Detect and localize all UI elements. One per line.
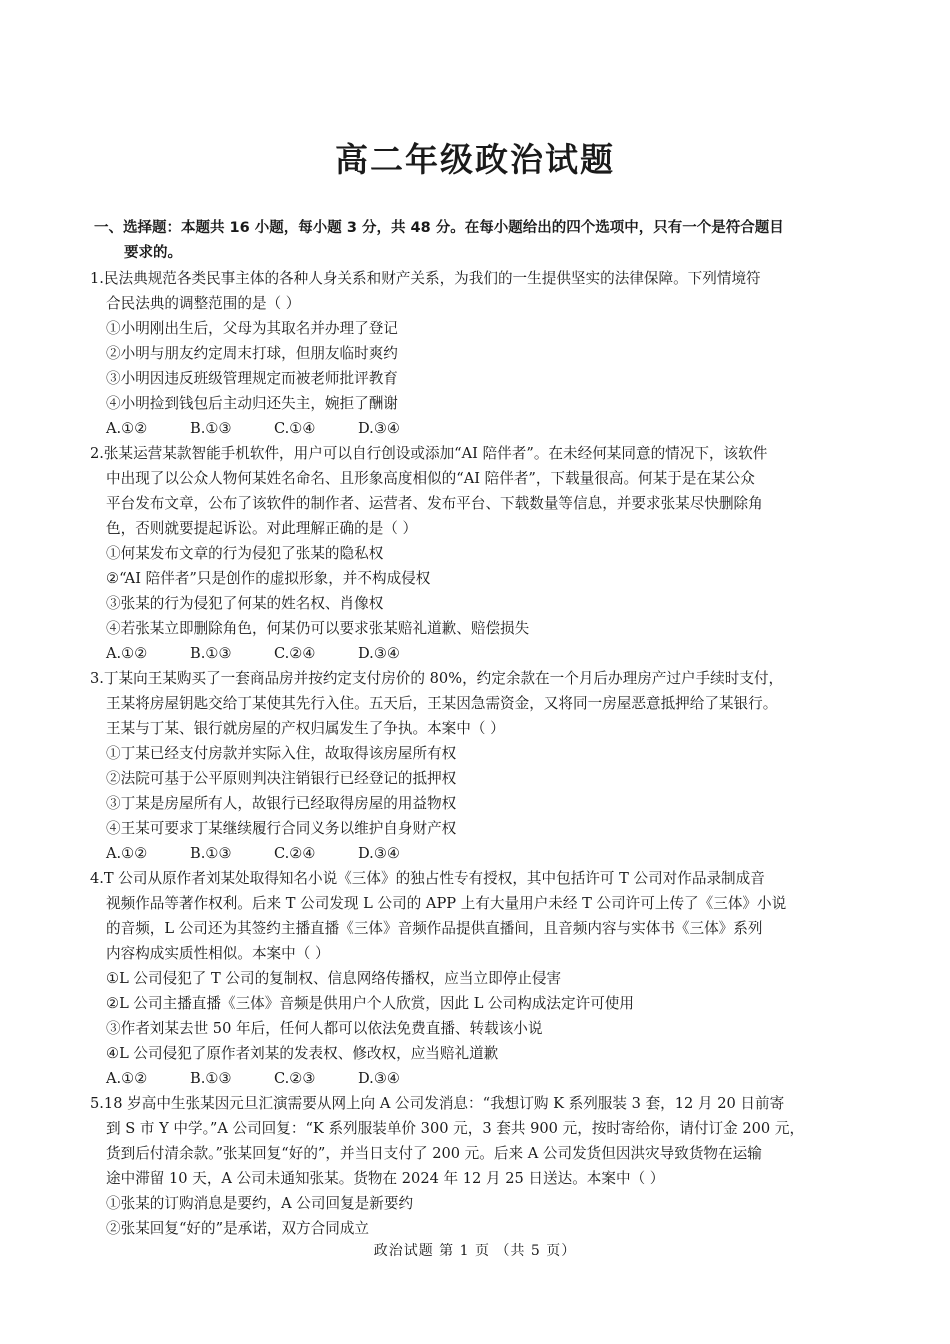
answer-choice: D.③④ (358, 845, 400, 862)
answer-choice: A.①② (106, 420, 148, 437)
answer-choice: A.①② (106, 845, 148, 862)
question-option: ①张某的订购消息是要约，A 公司回复是新要约 (106, 1195, 414, 1212)
question-block (90, 666, 865, 866)
answer-choice: C.②④ (274, 845, 316, 862)
question-stem-line: 3.丁某向王某购买了一套商品房并按约定支付房价的 80%，约定余款在一个月后办理房产过户手续时支付， (90, 670, 784, 687)
question-option: ②“AI 陪伴者”只是创作的虚拟形象，并不构成侵权 (106, 570, 431, 587)
question-stem-line: 的音频，L 公司还为其签约主播直播《三体》音频作品提供直播间，且音频内容与实体书《三体》系列 (106, 920, 763, 937)
answer-choice: D.③④ (358, 645, 400, 662)
question-option: ③作者刘某去世 50 年后，任何人都可以依法免费直播、转载该小说 (106, 1020, 543, 1037)
question-block (90, 441, 865, 666)
question-stem-line: 1.民法典规范各类民事主体的各种人身关系和财产关系，为我们的一生提供坚实的法律保障。下列情境符 (90, 270, 761, 287)
question-option: ①小明刚出生后，父母为其取名并办理了登记 (106, 320, 398, 337)
answer-choice: C.②③ (274, 1070, 316, 1087)
answer-choice: D.③④ (358, 1070, 400, 1087)
question-stem-line: 中出现了以公众人物何某姓名命名、且形象高度相似的“AI 陪伴者”，下载量很高。何某于是在某公众 (106, 470, 755, 487)
question-option: ④L 公司侵犯了原作者刘某的发表权、修改权，应当赔礼道歉 (106, 1045, 499, 1062)
page-footer: 政治试题 第 1 页 （共 5 页） (373, 1243, 577, 1259)
answer-choice: C.①④ (274, 420, 316, 437)
question-block (90, 866, 865, 1091)
question-stem-line: 内容构成实质性相似。本案中（ ） (106, 945, 330, 962)
answer-choice: B.①③ (190, 1070, 232, 1087)
answer-choice: D.③④ (358, 420, 400, 437)
question-stem-line: 途中滞留 10 天，A 公司未通知张某。货物在 2024 年 12 月 25 日送达。本案中（ ） (106, 1170, 665, 1187)
question-stem-line: 色，否则就要提起诉讼。对此理解正确的是（ ） (106, 520, 418, 537)
answer-choice: A.①② (106, 1070, 148, 1087)
question-stem-line: 5.18 岁高中生张某因元旦汇演需要从网上向 A 公司发消息：“我想订购 K 系列服装 3 套，12 月 20 日前寄 (90, 1095, 785, 1112)
question-option: ①丁某已经支付房款并实际入住，故取得该房屋所有权 (106, 745, 457, 762)
question-stem-line: 平台发布文章，公布了该软件的制作者、运营者、发布平台、下载数量等信息，并要求张某尽快删除角 (106, 495, 763, 512)
page-title: 高二年级政治试题 (335, 140, 615, 179)
question-stem-line: 4.T 公司从原作者刘某处取得知名小说《三体》的独占性专有授权，其中包括许可 T 公司对作品录制成音 (90, 870, 765, 887)
answer-choices (90, 841, 865, 866)
answer-choice: B.①③ (190, 845, 232, 862)
answer-choice: B.①③ (190, 645, 232, 662)
question-option: ①L 公司侵犯了 T 公司的复制权、信息网络传播权，应当立即停止侵害 (106, 970, 562, 987)
question-option: ②小明与朋友约定周末打球，但朋友临时爽约 (106, 345, 398, 362)
answer-choices (90, 1066, 865, 1091)
question-stem-line: 货到后付清余款。”张某回复“好的”，并当日支付了 200 元。后来 A 公司发货但因洪灾导致货物在运输 (106, 1145, 762, 1162)
question-option: ③小明因违反班级管理规定而被老师批评教育 (106, 370, 398, 387)
section-heading-line: 要求的。 (124, 245, 182, 261)
question-stem-line: 王某与丁某、银行就房屋的产权归属发生了争执。本案中（ ） (106, 720, 505, 737)
question-stem-line: 2.张某运营某款智能手机软件，用户可以自行创设或添加“AI 陪伴者”。在未经何某同意的情况下，该软件 (90, 445, 768, 462)
question-option: ②L 公司主播直播《三体》音频是供用户个人欣赏，因此 L 公司构成法定许可使用 (106, 995, 634, 1012)
question-option: ②法院可基于公平原则判决注销银行已经登记的抵押权 (106, 770, 457, 787)
question-option: ③张某的行为侵犯了何某的姓名权、肖像权 (106, 595, 384, 612)
question-option: ④王某可要求丁某继续履行合同义务以维护自身财产权 (106, 820, 457, 837)
question-option: ①何某发布文章的行为侵犯了张某的隐私权 (106, 545, 384, 562)
question-stem-line: 合民法典的调整范围的是（ ） (106, 295, 301, 312)
questions-list (90, 266, 865, 1241)
answer-choice: B.①③ (190, 420, 232, 437)
question-option: ②张某回复“好的”是承诺，双方合同成立 (106, 1220, 370, 1237)
section-heading-line: 一、选择题：本题共 16 小题，每小题 3 分，共 48 分。在每小题给出的四个选项中，只有一个是符合题目 (94, 220, 784, 236)
question-stem-line: 到 S 市 Y 中学。”A 公司回复：“K 系列服装单价 300 元，3 套共 900 元，按时寄给你，请付订金 200 元， (106, 1120, 805, 1137)
question-block (90, 1091, 865, 1241)
question-block (90, 266, 865, 441)
answer-choice: C.②④ (274, 645, 316, 662)
question-stem-line: 王某将房屋钥匙交给丁某使其先行入住。五天后，王某因急需资金，又将同一房屋恶意抵押给了某银行。 (106, 695, 778, 712)
question-option: ③丁某是房屋所有人，故银行已经取得房屋的用益物权 (106, 795, 457, 812)
section-heading (94, 216, 864, 266)
answer-choices (90, 641, 865, 666)
question-stem-line: 视频作品等著作权利。后来 T 公司发现 L 公司的 APP 上有大量用户未经 T 公司许可上传了《三体》小说 (106, 895, 787, 912)
answer-choice: A.①② (106, 645, 148, 662)
question-option: ④若张某立即删除角色，何某仍可以要求张某赔礼道歉、赔偿损失 (106, 620, 530, 637)
answer-choices (90, 416, 865, 441)
question-option: ④小明捡到钱包后主动归还失主，婉拒了酬谢 (106, 395, 398, 412)
